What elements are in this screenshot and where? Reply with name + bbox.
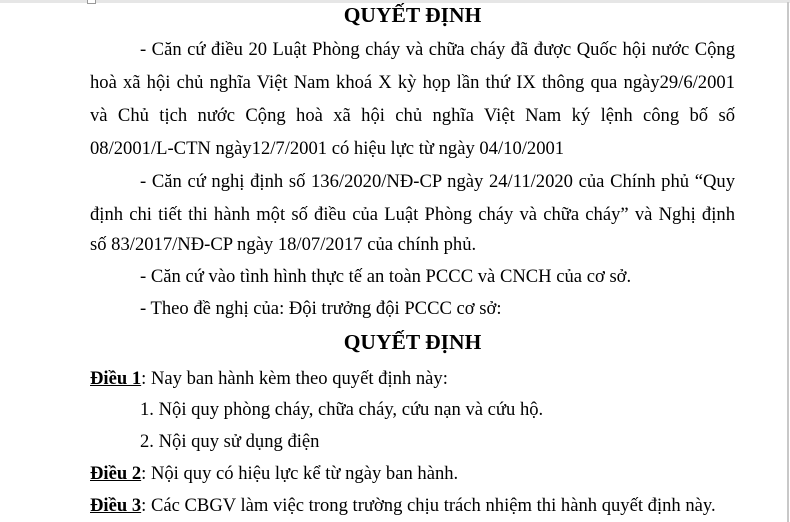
article-text: : Các CBGV làm việc trong trường chịu trách nhiệm thi hành quyết định này. (141, 495, 716, 516)
article-text: : Nội quy có hiệu lực kể từ ngày ban hành. (141, 463, 459, 484)
decision-heading: QUYẾT ĐỊNH (343, 330, 482, 354)
preamble-line: - Căn cứ điều 20 Luật Phòng cháy và chữa cháy đã được Quốc hội nước Cộng (140, 39, 735, 60)
article-3 (90, 495, 735, 517)
article-item: 1. Nội quy phòng cháy, chữa cháy, cứu nạn và cứu hộ. (140, 399, 544, 420)
preamble-line: 08/2001/L-CTN ngày12/7/2001 có hiệu lực từ ngày 04/10/2001 (90, 138, 565, 159)
preamble-line: - Theo đề nghị của: Đội trưởng đội PCCC cơ sở: (140, 298, 502, 319)
page-edge (787, 2, 789, 522)
article-label: Điều 2 (90, 463, 142, 484)
article-2 (90, 463, 735, 485)
preamble-line: - Căn cứ vào tình hình thực tế an toàn PCCC và CNCH của cơ sở. (140, 266, 632, 287)
article-1 (90, 368, 735, 390)
article-text: : Nay ban hành kèm theo quyết định này: (141, 368, 448, 389)
preamble-line: hoà xã hội chủ nghĩa Việt Nam khoá X kỳ họp lần thứ IX thông qua ngày29/6/2001 (90, 72, 735, 93)
article-item: 2. Nội quy sử dụng điện (140, 431, 320, 452)
preamble-line: định chi tiết thi hành một số điều của Luật Phòng cháy và chữa cháy” và Nghị định (90, 204, 735, 225)
preamble-line: - Căn cứ nghị định số 136/2020/NĐ-CP ngày 24/11/2020 của Chính phủ “Quy (140, 171, 735, 192)
article-label: Điều 1 (90, 368, 142, 389)
preamble-line: số 83/2017/NĐ-CP ngày 18/07/2017 của chính phủ. (90, 234, 477, 255)
article-label: Điều 3 (90, 495, 142, 516)
document-title: QUYẾT ĐỊNH (343, 3, 482, 27)
preamble-line: và Chủ tịch nước Cộng hoà xã hội chủ nghĩa Việt Nam ký lệnh công bố số (90, 105, 735, 126)
